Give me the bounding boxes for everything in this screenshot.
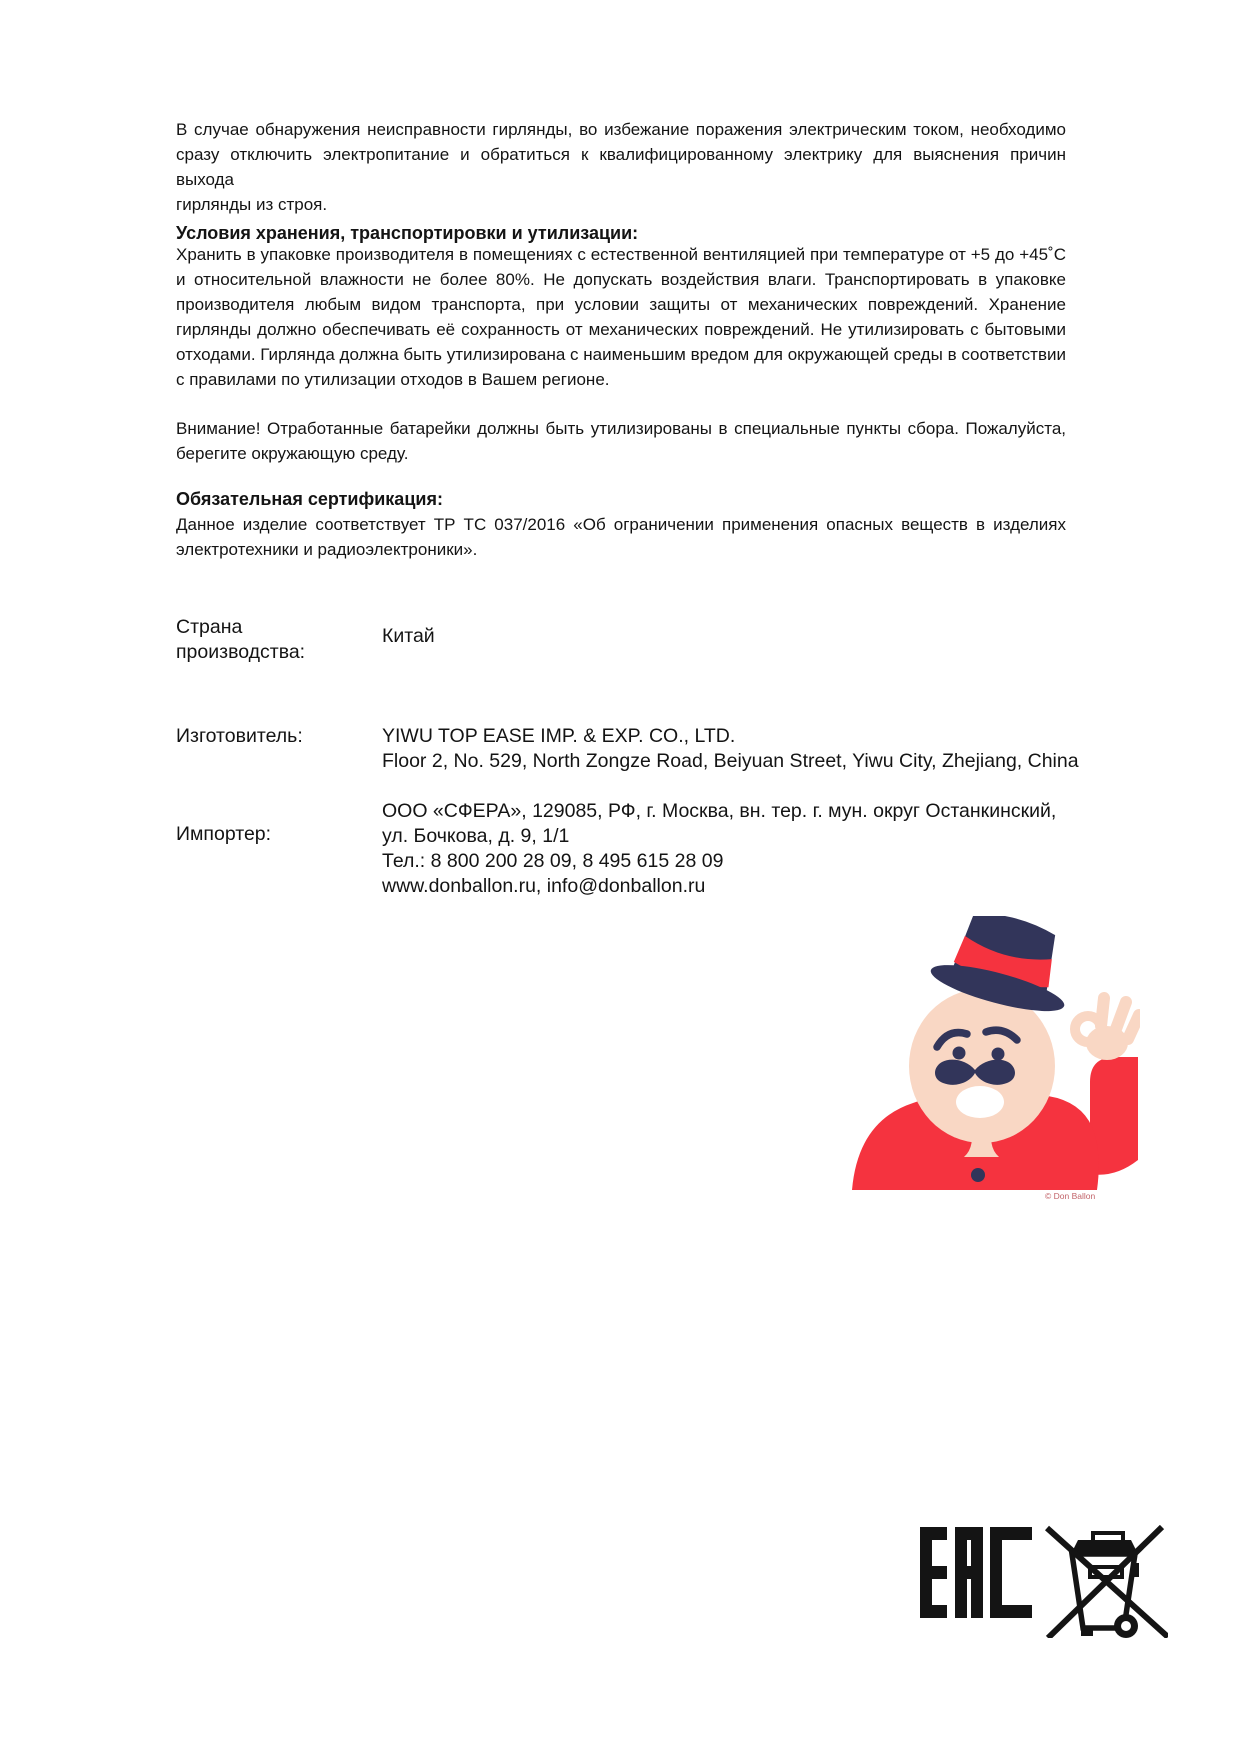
- text-line: В случае обнаружения неисправности гирлянды, во избежание поражения электрическим током, необходимо: [176, 120, 1066, 139]
- storage-paragraph: [176, 242, 1066, 392]
- text-line: берегите окружающую среду.: [176, 444, 409, 463]
- text-line: электротехники и радиоэлектроники».: [176, 540, 478, 559]
- importer-label: [176, 822, 376, 847]
- bin-hinge: [1133, 1563, 1139, 1577]
- text-line: ООО «СФЕРА», 129085, РФ, г. Москва, вн. тер. г. мун. округ Останкинский,: [382, 800, 1057, 822]
- weee-crossed-bin-icon: [1045, 1525, 1168, 1638]
- eac-letter-a: [955, 1527, 983, 1618]
- mascot-button: [971, 1168, 985, 1182]
- country-value: [382, 624, 1082, 649]
- text-line: Китай: [382, 625, 435, 647]
- text-line: YIWU TOP EASE IMP. & EXP. CO., LTD.: [382, 725, 736, 747]
- text-line: и относительной влажности не более 80%. Не допускать воздействия влаги. Транспортировать в упаковке: [176, 270, 1066, 289]
- mascot-copyright: © Don Ballon: [1045, 1191, 1096, 1201]
- text-line: гирлянды из строя.: [176, 195, 328, 214]
- manufacturer-label: [176, 724, 376, 749]
- text-line: Страна: [176, 616, 243, 638]
- storage-heading: Условия хранения, транспортировки и утилизации:: [176, 223, 639, 243]
- mascot-mouth: [956, 1086, 1004, 1118]
- importer-value: [382, 799, 1082, 899]
- don-ballon-mascot-illustration: [845, 916, 1140, 1206]
- intro-paragraph: [176, 117, 1066, 217]
- certification-paragraph: [176, 512, 1066, 562]
- bin-wheel-hub: [1121, 1621, 1131, 1631]
- country-label: [176, 615, 376, 665]
- text-line: www.donballon.ru, info@donballon.ru: [382, 875, 706, 897]
- text-line: Тел.: 8 800 200 28 09, 8 495 615 28 09: [382, 850, 724, 872]
- text-line: гирлянды должно обеспечивать её сохранность от механических повреждений. Не утилизировать с бытовыми: [176, 320, 1066, 339]
- mascot-right-eye: [992, 1048, 1005, 1061]
- text-line: Изготовитель:: [176, 725, 303, 747]
- text-line: Импортер:: [176, 823, 272, 845]
- text-line: производства:: [176, 641, 306, 663]
- mascot-left-eye: [953, 1047, 966, 1060]
- text-line: Внимание! Отработанные батарейки должны быть утилизированы в специальные пункты сбора. Пожалуйста,: [176, 419, 1066, 438]
- text-line: сразу отключить электропитание и обратиться к квалифицированному электрику для выяснения причин выхода: [176, 145, 1066, 189]
- certification-heading: Обязательная сертификация:: [176, 489, 443, 509]
- eac-mark-icon: [920, 1527, 1032, 1618]
- text-line: производителя любым видом транспорта, при условии защиты от механических повреждений. Хранение: [176, 295, 1066, 314]
- eac-letter-e: [920, 1527, 947, 1618]
- text-line: Floor 2, No. 529, North Zongze Road, Beiyuan Street, Yiwu City, Zhejiang, China: [382, 750, 1079, 772]
- manufacturer-value: [382, 724, 1082, 774]
- attention-paragraph: [176, 416, 1066, 466]
- bin-foot: [1081, 1628, 1093, 1636]
- bin-lid: [1072, 1540, 1137, 1552]
- text-line: Данное изделие соответствует ТР ТС 037/2016 «Об ограничении применения опасных веществ в изделиях: [176, 515, 1066, 534]
- text-line: отходами. Гирлянда должна быть утилизирована с наименьшим вредом для окружающей среды в соответствии: [176, 345, 1066, 364]
- text-line: ул. Бочкова, д. 9, 1/1: [382, 825, 570, 847]
- eac-letter-c: [990, 1527, 1032, 1618]
- text-line: с правилами по утилизации отходов в Вашем регионе.: [176, 370, 610, 389]
- mascot-ok-ring: [1075, 1016, 1101, 1042]
- text-line: Хранить в упаковке производителя в помещениях с естественной вентиляцией при температуре от +5 до +45˚С: [176, 245, 1066, 264]
